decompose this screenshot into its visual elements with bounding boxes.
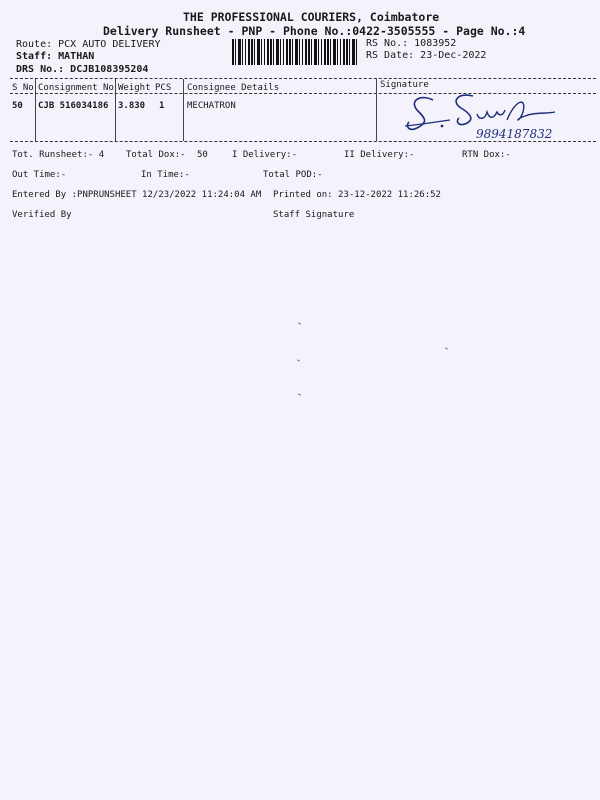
staff-label: Staff: MATHAN bbox=[16, 51, 95, 62]
col-header-sno: S No bbox=[12, 83, 34, 93]
cell-consignment-no: CJB 516034186 bbox=[38, 101, 109, 111]
total-pod: Total POD:- bbox=[263, 170, 323, 180]
barcode bbox=[232, 39, 358, 65]
cell-weight: 3.830 bbox=[118, 101, 146, 111]
cell-sno: 50 bbox=[12, 101, 23, 111]
ii-delivery: II Delivery:- bbox=[344, 150, 415, 160]
col-divider bbox=[376, 79, 377, 141]
i-delivery: I Delivery:- bbox=[232, 150, 298, 160]
staff-signature: Staff Signature bbox=[273, 210, 355, 220]
table-top-rule bbox=[10, 78, 596, 79]
rtn-dox: RTN Dox:- bbox=[462, 150, 511, 160]
col-divider bbox=[115, 79, 116, 141]
entered-by: Entered By :PNPRUNSHEET 12/23/2022 11:24:04 AM bbox=[12, 190, 262, 200]
col-header-weight: Weight bbox=[118, 83, 151, 93]
cell-consignee: MECHATRON bbox=[187, 101, 236, 111]
printed-on: Printed on: 23-12-2022 11:26:52 bbox=[273, 190, 441, 200]
scan-speck bbox=[298, 322, 301, 324]
col-header-consignee: Consignee Details bbox=[187, 83, 280, 93]
rs-number: RS No.: 1083952 bbox=[366, 38, 457, 49]
signature-phone: 9894187832 bbox=[476, 127, 553, 141]
runsheet-subtitle: Delivery Runsheet - PNP - Phone No.:0422-3505555 - Page No.:4 bbox=[103, 24, 526, 38]
col-header-consignment: Consignment No bbox=[38, 83, 114, 93]
col-header-pcs: PCS bbox=[155, 83, 172, 93]
scan-speck bbox=[297, 359, 300, 361]
col-divider bbox=[183, 79, 184, 141]
total-dox-value: 50 bbox=[197, 150, 208, 160]
cell-pcs: 1 bbox=[159, 101, 165, 111]
drs-number: DRS No.: DCJB108395204 bbox=[16, 64, 149, 75]
total-dox-label: Total Dox:- bbox=[126, 150, 186, 160]
col-header-signature: Signature bbox=[380, 80, 429, 90]
route-label: Route: PCX AUTO DELIVERY bbox=[16, 39, 161, 50]
col-divider bbox=[35, 79, 36, 141]
out-time: Out Time:- bbox=[12, 170, 67, 180]
verified-by: Verified By bbox=[12, 210, 72, 220]
scan-speck bbox=[445, 347, 448, 349]
rs-date: RS Date: 23-Dec-2022 bbox=[366, 50, 487, 61]
in-time: In Time:- bbox=[141, 170, 190, 180]
scan-speck bbox=[298, 393, 301, 395]
company-title: THE PROFESSIONAL COURIERS, Coimbatore bbox=[183, 10, 440, 24]
tot-runsheet: Tot. Runsheet:- 4 bbox=[12, 150, 105, 160]
